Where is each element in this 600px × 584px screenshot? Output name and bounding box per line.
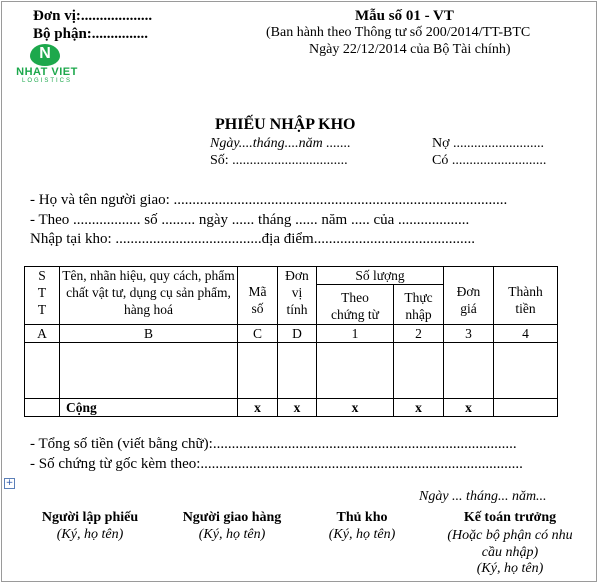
logo-name: NHAT VIET [16, 66, 78, 78]
according-field: - Theo .................. số ......... ngày ...... tháng ...... năm ..... của ................... [30, 212, 470, 228]
signer-role: Thủ kho [336, 510, 388, 525]
date-line: Ngày....tháng....năm ....... [210, 136, 351, 151]
total-stt-cell [25, 399, 60, 417]
total-amount [494, 399, 558, 417]
total-row [25, 399, 558, 417]
signer-role: Kế toán trưởng [463, 510, 557, 525]
header-unit: Đơn vị tính [278, 267, 317, 325]
total-unit: x [278, 399, 317, 417]
index-cell: 3 [444, 325, 494, 343]
header-amount: Thành tiền [494, 267, 558, 325]
debit-line: Nợ .......................... [432, 136, 545, 151]
logo-subtitle: LOGISTICS [21, 78, 72, 84]
table-row [25, 343, 558, 399]
signing-date: Ngày ... tháng... năm... [419, 489, 547, 504]
goods-table [24, 266, 558, 417]
header-name: Tên, nhãn hiệu, quy cách, phẩm chất vật tư, dụng cụ sản phẩm, hàng hoá [60, 267, 238, 325]
table-cell [317, 343, 394, 399]
warehouse-field: Nhập tại kho: .......................................địa điểm........................................... [30, 231, 475, 247]
total-price: x [444, 399, 494, 417]
total-qty-real: x [394, 399, 444, 417]
header-code: Mã số [238, 267, 278, 325]
table-cell [238, 343, 278, 399]
index-cell: 4 [494, 325, 558, 343]
total-label: Cộng [60, 399, 238, 417]
deliverer-field: - Họ và tên người giao: ......................................................................................... [30, 192, 508, 208]
total-qty-doc: x [317, 399, 394, 417]
table-cell [278, 343, 317, 399]
signer-role: Người lập phiếu [41, 510, 139, 525]
table-cell [444, 343, 494, 399]
index-cell: C [238, 325, 278, 343]
header-qty-doc: Theo chứng từ [317, 285, 394, 325]
index-cell: 2 [394, 325, 444, 343]
signer-note: (Hoặc bộ phận có nhu cầu nhập) [447, 528, 573, 560]
signer-sign-note: (Ký, họ tên) [476, 561, 544, 576]
index-cell: B [60, 325, 238, 343]
issued-line-2: Ngày 22/12/2014 của Bộ Tài chính) [309, 42, 511, 57]
signer-note: (Ký, họ tên) [56, 527, 124, 542]
index-cell: 1 [317, 325, 394, 343]
table-cell [60, 343, 238, 399]
form-number: Mẫu số 01 - VT [355, 8, 454, 24]
signer-note: (Ký, họ tên) [198, 527, 266, 542]
index-cell: D [278, 325, 317, 343]
total-code: x [238, 399, 278, 417]
header-stt: S T T [25, 267, 60, 325]
signer-note: (Ký, họ tên) [328, 527, 396, 542]
issued-line-1: (Ban hành theo Thông tư số 200/2014/TT-BTC [266, 25, 531, 40]
index-row [25, 325, 558, 343]
table-cell [394, 343, 444, 399]
department-line: Bộ phận:............... [33, 26, 149, 42]
header-price: Đơn giá [444, 267, 494, 325]
header-qty-real: Thực nhập [394, 285, 444, 325]
company-logo [6, 44, 88, 88]
table-move-handle-icon[interactable]: + [5, 478, 14, 488]
credit-line: Có ........................... [432, 153, 547, 168]
page-title: PHIẾU NHẬP KHO [215, 116, 356, 133]
signer-role: Người giao hàng [182, 510, 282, 525]
attached-documents-field: - Số chứng từ gốc kèm theo:...................................................................................... [30, 456, 523, 472]
total-in-words-field: - Tổng số tiền (viết bằng chữ):................................................................................. [30, 436, 517, 452]
table-cell [25, 343, 60, 399]
logo-mark-icon: N [30, 44, 60, 66]
table-cell [494, 343, 558, 399]
number-line: Số: ................................. [210, 153, 348, 168]
unit-line: Đơn vị:................... [33, 8, 153, 24]
header-quantity: Số lượng [317, 267, 444, 285]
index-cell: A [25, 325, 60, 343]
